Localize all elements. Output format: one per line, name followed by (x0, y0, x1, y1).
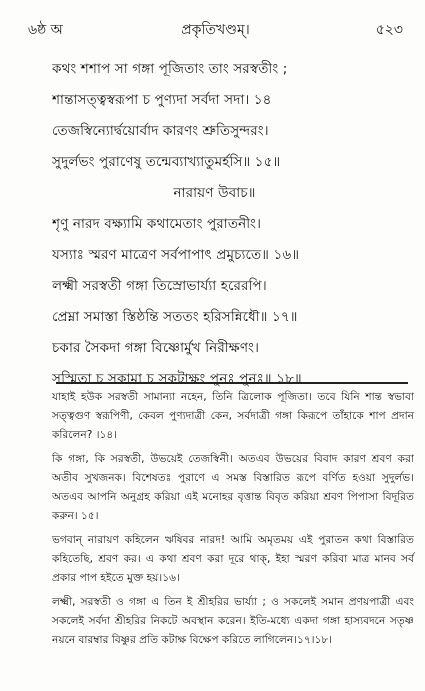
verse-line: সস্মিতা চ সকামা চ সকটাক্ষং পুনঃ পুনঃ॥ ১৮॥ (52, 371, 302, 387)
translation-paragraph: কি গঙ্গা, কি সরস্বতী, উভয়েই তেজস্বিনী। অতএব উভয়ের বিবাদ কারণ শ্রবণ করা অতীব সুখজনক। বিশেষতঃ পুরাণে এ সমস্ত বিস্তারিত রূপে বর্ণিত হওয়া সুদুর্লভ। অতএব আপনি অনুগ্রহ করিয়া এই মনোহর বৃত্তান্ত বিবৃত করিয়া শ্রবণ পিপাসা বিদূরিত করুন। ১৫। (52, 453, 414, 522)
verse-line: কথং শশাপ সা গঙ্গা পূজিতাং তাং সরস্বতীং ; (52, 61, 288, 77)
translation-paragraph: যাহাই হউক সরস্বতী সামান্যা নহেন, তিনি ত্রিলোক পূজিতা। তবে যিনি শান্ত স্বভাবা সত্ত্বগুণ স্বরূপিণী, কেবল পুণ্যদাত্রী কেন, সর্বদাত্রী গঙ্গা কিরূপে তাঁহাকে শাপ প্রদান করিলেন? ।১৪। (52, 391, 414, 441)
verse-line: সুদুর্লভং পুরাণেষু তন্মেব্যাখ্যাতুমর্হসি॥ ১৫॥ (52, 154, 281, 170)
verse-line: শান্তাসত্ত্বস্বরূপা চ পুণ্যদা সর্বদা সদা। ১৪ (52, 92, 272, 108)
bengali-translation (52, 388, 414, 655)
page-number: ৫২৩ (375, 22, 403, 38)
chapter-label: ৬ষ্ঠ অ (28, 22, 63, 38)
book-title: প্রকৃতিখণ্ডম্‌। (181, 22, 250, 38)
speaker-heading: নারায়ণ উবাচ॥ (173, 185, 256, 201)
verse-line: যস্যাঃ স্মরণ মাত্রেণ সর্বপাপাৎ প্রমুচ্যতে॥ ১৬॥ (52, 247, 300, 263)
verse-line: প্রেম্না সমাস্তা স্তিষ্ঠন্তি সততং হরিসন্নিধৌ॥ ১৭॥ (52, 309, 298, 325)
verse-line: তেজস্বিন্যোর্দ্বয়োর্বাদ কারণং শ্রুতিসুন্দরং। (52, 123, 269, 139)
verse-line: চকার সৈকদা গঙ্গা বিষ্ণোর্মুখ নিরীক্ষণং। (52, 340, 260, 356)
verse-line: শৃণু নারদ বক্ষ্যামি কথামেতাং পুরাতনীং। (52, 216, 262, 232)
translation-paragraph: লক্ষ্মী, সরস্বতী ও গঙ্গা এ তিন ই শ্রীহরির ভার্য্যা ; ও সকলেই সমান প্রণয়পাত্রী এবং সকলেই সর্বদা শ্রীহরির নিকটে অবস্থান করেন। ইতি-মধ্যে একদা গঙ্গা হাস্যবদনে সতৃষ্ণ নয়নে বারম্বার বিষ্ণুর প্রতি কটাক্ষ বিক্ষেপ করিতে লাগিলেন।১৭।১৮। (52, 596, 414, 646)
running-header (28, 18, 403, 40)
sanskrit-verses (52, 54, 407, 395)
verse-line: লক্ষ্মী সরস্বতী গঙ্গা তিস্রোভার্য্যা হরেরপি। (52, 278, 267, 294)
translation-paragraph: ভগবান্‌ নারায়ণ কহিলেন ঋষিবর নারদ! আমি অমৃতময় এই পুরাতন কথা বিস্তারিত কহিতেছি, শ্রবণ কর। এ কথা শ্রবণ করা দূরে থাক্‌, ইহা স্মরণ করিবা মাত্র মানব সর্ব প্রকার পাপ হইতে মুক্ত হয়।১৬। (52, 534, 414, 584)
section-divider (56, 382, 408, 384)
